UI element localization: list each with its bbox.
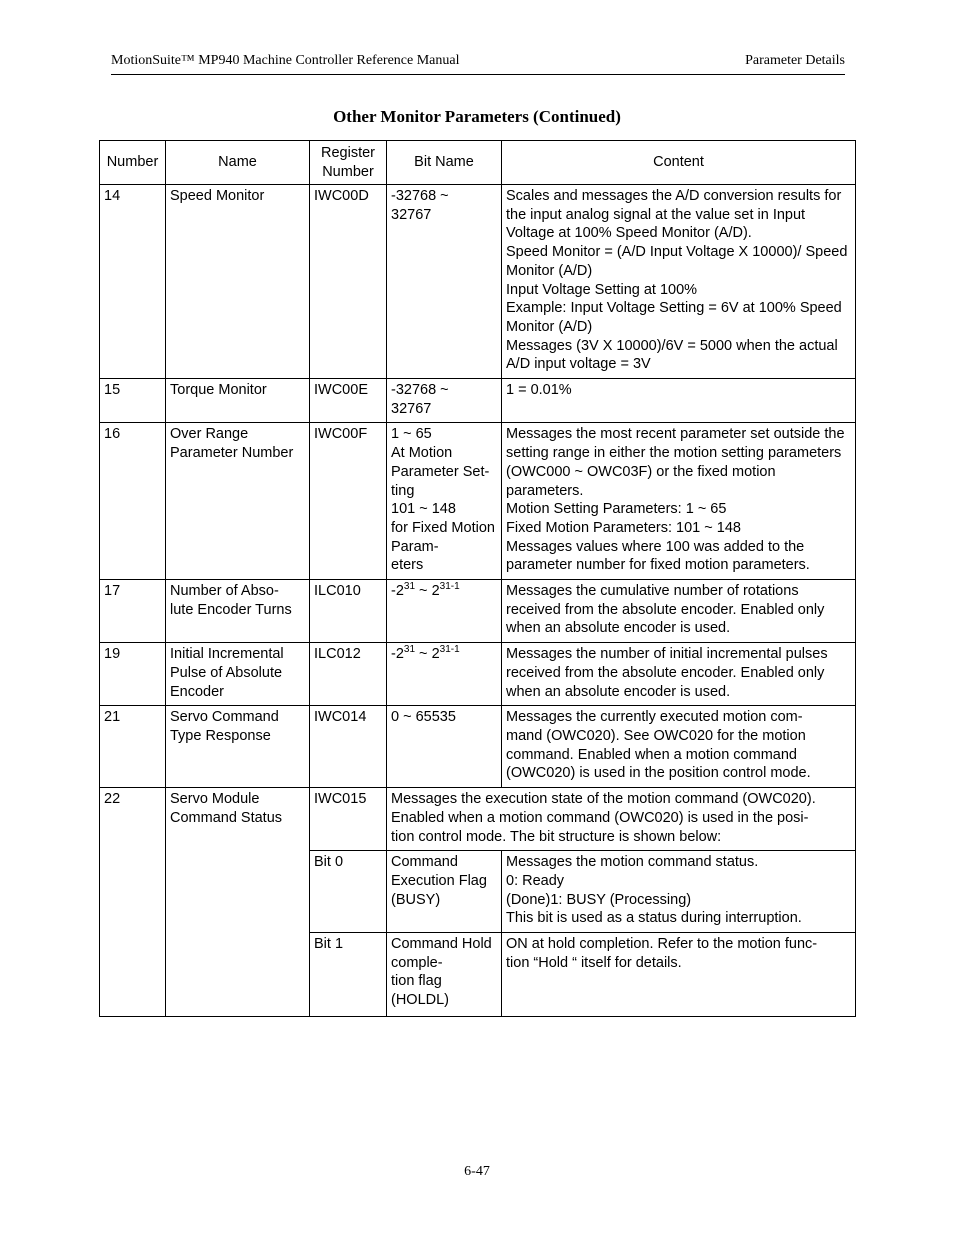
bit-name: 1 ~ 65 At Motion Parameter Set- ting 101 ~ 148 for Fixed Motion Param- eters <box>387 423 502 580</box>
range-low-base: -2 <box>391 646 404 663</box>
column-header-bit-name: Bit Name <box>387 141 502 185</box>
param-name: Torque Monitor <box>166 379 310 423</box>
bit-name: Command Hold comple- tion flag (HOLDL) <box>387 933 502 1017</box>
page-title: Other Monitor Parameters (Continued) <box>333 107 621 126</box>
bit-name: -32768 ~ 32767 <box>387 379 502 423</box>
param-number: 19 <box>100 643 166 706</box>
bit-name-range <box>387 580 502 643</box>
register-number: ILC010 <box>310 580 387 643</box>
register-number: IWC00D <box>310 185 387 379</box>
range-high-exponent: 31-1 <box>439 644 460 656</box>
param-content: 1 = 0.01% <box>502 379 856 423</box>
param-content: Messages the most recent parameter set outside the setting range in either the motion setting parameters (OWC000 ~ OWC03F) or the fixed motion parameters. Motion Setting Parameters: 1 ~ 65 Fixed Motion Parameters: 101 ~ 148 Messages values where 100 was added to the parameter number for fixed motion parameters. <box>502 423 856 580</box>
range-low-exponent: 31 <box>403 581 416 593</box>
table-row <box>100 185 856 379</box>
column-header-register-number: Register Number <box>310 141 387 185</box>
bit-number: Bit 0 <box>310 851 387 933</box>
param-name: Servo Command Type Response <box>166 706 310 788</box>
table-row <box>100 580 856 643</box>
param-content: Messages the number of initial incremental pulses received from the absolute encoder. Enabled only when an absolute encoder is used. <box>502 643 856 706</box>
bit-name: Command Execution Flag (BUSY) <box>387 851 502 933</box>
register-number: IWC00E <box>310 379 387 423</box>
range-separator: ~ <box>415 583 432 600</box>
bit-content: ON at hold completion. Refer to the motion func- tion “Hold “ itself for details. <box>502 933 856 1017</box>
column-header-name: Name <box>166 141 310 185</box>
param-number: 21 <box>100 706 166 788</box>
section-title: Parameter Details <box>745 53 845 68</box>
bit-number: Bit 1 <box>310 933 387 1017</box>
register-number: IWC014 <box>310 706 387 788</box>
param-number: 15 <box>100 379 166 423</box>
table-row <box>100 643 856 706</box>
table-row <box>100 379 856 423</box>
register-number: IWC00F <box>310 423 387 580</box>
param-content: Scales and messages the A/D conversion results for the input analog signal at the value set in Input Voltage at 100% Speed Monitor (A/D). Speed Monitor = (A/D Input Voltage X 10000)/ Speed Monitor (A/D) Input Voltage Setting at 100% Example: Input Voltage Setting = 6V at 100% Speed Monitor (A/D) Messages (3V X 10000)/6V = 5000 when the actual A/D input voltage = 3V <box>502 185 856 379</box>
range-low-base: -2 <box>391 583 404 600</box>
param-name: Over Range Parameter Number <box>166 423 310 580</box>
register-number: IWC015 <box>310 788 387 851</box>
column-header-content: Content <box>502 141 856 185</box>
running-header <box>111 52 845 75</box>
param-number: 22 <box>100 788 166 1017</box>
range-high-base: 2 <box>431 583 440 600</box>
param-name: Speed Monitor <box>166 185 310 379</box>
table-row <box>100 788 856 851</box>
param-number: 16 <box>100 423 166 580</box>
param-content: Messages the currently executed motion com- mand (OWC020). See OWC020 for the motion command. Enabled when a motion command (OWC020) is used in the position control mode. <box>502 706 856 788</box>
table-header-row <box>100 141 856 185</box>
param-number: 14 <box>100 185 166 379</box>
bit-name: -32768 ~ 32767 <box>387 185 502 379</box>
param-name: Servo Module Command Status <box>166 788 310 1017</box>
page-number: 6-47 <box>464 1164 490 1179</box>
monitor-parameters-table <box>99 140 856 1017</box>
range-high-base: 2 <box>431 646 440 663</box>
table-row <box>100 423 856 580</box>
param-number: 17 <box>100 580 166 643</box>
table-row <box>100 706 856 788</box>
column-header-number: Number <box>100 141 166 185</box>
param-content: Messages the execution state of the motion command (OWC020). Enabled when a motion command (OWC020) is used in the posi- tion control mode. The bit structure is shown below: <box>387 788 856 851</box>
range-high-exponent: 31-1 <box>439 581 460 593</box>
bit-name: 0 ~ 65535 <box>387 706 502 788</box>
param-content: Messages the cumulative number of rotations received from the absolute encoder. Enabled only when an absolute encoder is used. <box>502 580 856 643</box>
bit-content: Messages the motion command status. 0: Ready (Done)1: BUSY (Processing) This bit is used as a status during interruption. <box>502 851 856 933</box>
param-name: Number of Abso- lute Encoder Turns <box>166 580 310 643</box>
register-number: ILC012 <box>310 643 387 706</box>
bit-name-range <box>387 643 502 706</box>
range-low-exponent: 31 <box>403 644 416 656</box>
param-name: Initial Incremental Pulse of Absolute Encoder <box>166 643 310 706</box>
range-separator: ~ <box>415 646 432 663</box>
manual-title: MotionSuite™ MP940 Machine Controller Reference Manual <box>111 53 460 68</box>
